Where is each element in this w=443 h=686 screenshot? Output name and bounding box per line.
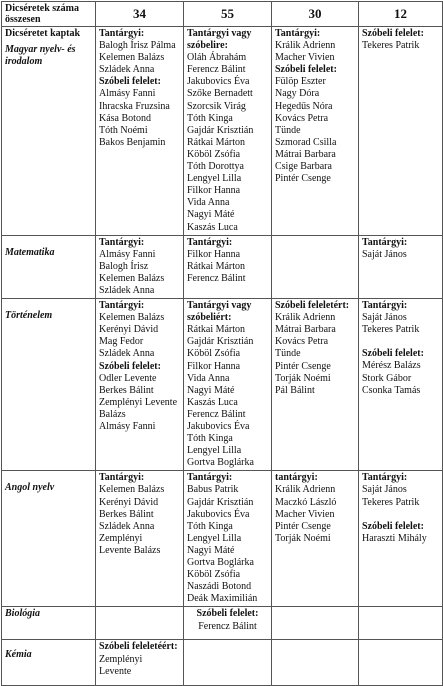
student-name: Szorcsik Virág	[187, 100, 246, 112]
subject-label: Magyar nyelv- és irodalom	[5, 44, 76, 67]
category-label: Tantárgyi:	[99, 28, 145, 39]
student-name: Králik Adrienn	[275, 312, 336, 324]
student-name: Balogh Írisz Pálma	[99, 40, 176, 52]
names-cell	[272, 607, 359, 640]
student-name: Ihracska Fruzsina	[99, 100, 170, 112]
student-name: Filkor Hanna	[187, 248, 241, 260]
student-name: Saját János	[362, 248, 407, 260]
names-cell	[359, 235, 443, 298]
student-name: Jakubovics Éva	[187, 508, 250, 520]
names-cell	[184, 27, 272, 236]
student-name: Ferencz Bálint	[187, 272, 246, 284]
count-label-cell	[2, 2, 96, 27]
subject-cell	[2, 299, 96, 471]
subject-label: Történelem	[5, 310, 53, 322]
names-cell	[96, 235, 184, 298]
table-row	[2, 471, 443, 607]
subject-cell	[2, 607, 96, 640]
student-name: Kerényi Dávid	[99, 324, 159, 336]
subject-label: Angol nyelv	[5, 482, 55, 494]
subject-label: Matematika	[5, 246, 55, 258]
student-name: Kovács Petra Tünde	[275, 112, 329, 136]
names-cell	[359, 607, 443, 640]
category-label: Tantárgyi vagy szóbelire:	[187, 28, 252, 52]
student-name: Nagyi Máté	[187, 384, 235, 396]
names-cell	[96, 607, 184, 640]
student-name: Maczkó László	[275, 496, 337, 508]
student-name: Nagyi Máté	[187, 209, 235, 221]
student-name: Levente	[99, 665, 132, 677]
table-row	[2, 607, 443, 640]
spacer	[362, 336, 439, 348]
category-label: Szóbeli felelet:	[362, 520, 424, 532]
praise-table	[1, 1, 443, 686]
student-name: Kaszás Luca	[187, 396, 238, 408]
student-name: Zemplényi	[99, 653, 143, 665]
subject-cell	[2, 471, 96, 607]
student-name: Pintér Csenge	[275, 173, 331, 185]
student-name: Rátkai Márton	[187, 260, 246, 272]
student-name: Kelemen Balázs	[99, 312, 165, 324]
student-name: Lengyel Lilla	[187, 173, 242, 185]
student-name: Kovács Petra Tünde	[275, 336, 329, 360]
student-name: Gajdár Krisztián	[187, 124, 254, 136]
count-30: 30	[272, 2, 359, 27]
student-name: Lengyel Lilla	[187, 445, 242, 457]
table-row	[2, 299, 443, 471]
student-name: Berkes Bálint	[99, 508, 154, 520]
table-row	[2, 27, 443, 236]
student-name: Mérész Balázs	[362, 360, 421, 372]
student-name: Gajdár Krisztián	[187, 336, 254, 348]
student-name: Ferencz Bálint	[187, 64, 246, 76]
student-name: Tekeres Patrik	[362, 496, 420, 508]
student-name: Szmorad Csilla	[275, 136, 337, 148]
student-name: Rátkai Márton	[187, 136, 246, 148]
names-cell	[96, 471, 184, 607]
names-cell	[272, 471, 359, 607]
category-label: Tantárgyi vagy szóbeliért:	[187, 300, 252, 324]
student-name: Oláh Ábrahám	[187, 52, 247, 64]
student-name: Tóth Kinga	[187, 520, 233, 532]
category-label: Tantárgyi:	[275, 28, 321, 39]
names-cell	[359, 471, 443, 607]
student-name: Balogh Írisz	[99, 260, 149, 272]
student-name: Gortva Boglárka	[187, 557, 254, 569]
student-name: Babus Patrik	[187, 484, 239, 496]
column-title: Dicséretet kaptak	[5, 28, 81, 39]
student-name: Saját János	[362, 312, 407, 324]
student-name: Köböl Zsófia	[187, 569, 241, 581]
subject-label: Kémia	[5, 649, 32, 661]
student-name: Kelemen Balázs	[99, 484, 165, 496]
names-cell	[359, 27, 443, 236]
student-name: Szládek Anna	[99, 348, 155, 360]
category-label: Tantárgyi:	[362, 236, 408, 248]
student-name: Macher Vivien	[275, 508, 335, 520]
student-name: Rátkai Márton	[187, 324, 246, 336]
category-label: Szóbeli feleletért:	[275, 300, 350, 312]
category-label: Tantárgyi:	[187, 236, 233, 248]
category-label: Tantárgyi:	[362, 472, 408, 484]
category-label: tantárgyi:	[275, 472, 318, 484]
student-name: Gortva Boglárka	[187, 457, 254, 469]
student-name: Deák Maximilián	[187, 593, 258, 605]
names-cell	[184, 235, 272, 298]
table-row	[2, 640, 443, 686]
student-name: Mátrai Barbara	[275, 148, 336, 160]
student-name: Zemplényi	[99, 532, 143, 544]
student-name: Naszádi Botond	[187, 581, 252, 593]
student-name: Zemplényi Levente Balázs	[99, 396, 178, 420]
student-name: Tóth Dorottya	[187, 161, 244, 173]
student-name: Almásy Fanni	[99, 248, 156, 260]
category-label: Tantárgyi:	[187, 472, 233, 484]
student-name: Tóth Noémi	[99, 124, 148, 136]
student-name: Kerényi Dávid	[99, 496, 159, 508]
student-name: Ferencz Bálint	[198, 620, 257, 632]
student-name: Kelemen Balázs	[99, 272, 165, 284]
student-name: Szládek Anna	[99, 284, 155, 296]
student-name: Pintér Csenge	[275, 520, 331, 532]
names-cell	[272, 640, 359, 686]
student-name: Nagyi Máté	[187, 544, 235, 556]
student-name: Stork Gábor	[362, 372, 412, 384]
student-name: Mátrai Barbara	[275, 324, 336, 336]
names-cell	[272, 27, 359, 236]
subject-cell	[2, 235, 96, 298]
names-cell	[96, 640, 184, 686]
count-12: 12	[359, 2, 443, 27]
student-name: Lengyel Lilla	[187, 532, 242, 544]
header-row-counts	[2, 2, 443, 24]
student-name: Almásy Fanni	[99, 421, 156, 432]
names-cell	[359, 640, 443, 686]
student-name: Pál Bálint	[275, 384, 315, 396]
student-name: Macher Vivien	[275, 52, 335, 64]
category-label: Tantárgyi:	[99, 236, 145, 248]
spacer	[362, 509, 439, 521]
student-name: Králik Adrienn	[275, 484, 336, 496]
student-name: Kelemen Balázs	[99, 52, 165, 64]
student-name: Tekeres Patrik	[362, 40, 420, 52]
names-cell	[96, 27, 184, 236]
student-name: Odler Levente	[99, 372, 157, 384]
student-name: Vida Anna	[187, 372, 230, 384]
category-label: Szóbeli feleletéért:	[99, 641, 178, 653]
category-label: Szóbeli felelet:	[99, 360, 161, 372]
student-name: Fülöp Eszter	[275, 76, 326, 88]
names-cell	[272, 235, 359, 298]
count-label: Dicséretek száma összesen	[5, 3, 79, 25]
category-label: Szóbeli felelet:	[362, 348, 424, 360]
student-name: Berkes Bálint	[99, 384, 154, 396]
names-cell	[184, 640, 272, 686]
student-name: Levente Balázs	[99, 544, 161, 556]
names-cell	[359, 299, 443, 471]
student-name: Jakubovics Éva	[187, 421, 250, 432]
table-row	[2, 235, 443, 298]
student-name: Almásy Fanni	[99, 88, 156, 100]
student-name: Csige Barbara	[275, 161, 332, 173]
student-name: Vida Anna	[187, 197, 230, 209]
student-name: Kaszás Luca	[187, 221, 238, 233]
category-label: Szóbeli felelet:	[275, 64, 337, 76]
subject-label: Biológia	[5, 608, 41, 620]
student-name: Hegedűs Nóra	[275, 100, 333, 112]
student-name: Nagy Dóra	[275, 88, 320, 100]
student-name: Králik Adrienn	[275, 40, 336, 52]
names-cell	[96, 299, 184, 471]
student-name: Kása Botond	[99, 112, 151, 124]
student-name: Szőke Bernadett	[187, 88, 253, 100]
student-name: Szládek Anna	[99, 520, 155, 532]
names-cell	[184, 471, 272, 607]
category-label: Tantárgyi:	[362, 300, 408, 312]
student-name: Saját János	[362, 484, 407, 496]
names-cell	[272, 299, 359, 471]
student-name: Filkor Hanna	[187, 185, 241, 197]
student-name: Tóth Kinga	[187, 433, 233, 445]
student-name: Csonka Tamás	[362, 384, 421, 396]
student-name: Tekeres Patrik	[362, 324, 420, 336]
count-55: 55	[184, 2, 272, 27]
subject-cell	[2, 640, 96, 686]
category-label: Tantárgyi:	[99, 472, 145, 484]
student-name: Szládek Anna	[99, 64, 155, 76]
category-label: Tantárgyi:	[99, 300, 145, 312]
category-label: Szóbeli felelet:	[99, 76, 161, 88]
student-name: Jakubovics Éva	[187, 76, 250, 88]
student-name: Mag Fedor	[99, 336, 144, 348]
student-name: Torják Noémi	[275, 372, 331, 384]
student-name: Ferencz Bálint	[187, 408, 246, 420]
category-label: Szóbeli felelet:	[362, 28, 424, 39]
subject-cell	[2, 27, 96, 236]
student-name: Pintér Csenge	[275, 360, 331, 372]
count-34: 34	[96, 2, 184, 27]
student-name: Torják Noémi	[275, 532, 331, 544]
student-name: Tóth Kinga	[187, 112, 233, 124]
names-cell	[184, 607, 272, 640]
student-name: Gajdár Krisztián	[187, 496, 254, 508]
student-name: Filkor Hanna	[187, 360, 241, 372]
student-name: Haraszti Mihály	[362, 532, 427, 544]
student-name: Bakos Benjamin	[99, 136, 166, 148]
student-name: Köböl Zsófia	[187, 148, 241, 160]
student-name: Köböl Zsófia	[187, 348, 241, 360]
names-cell	[184, 299, 272, 471]
category-label: Szóbeli felelet:	[196, 608, 259, 620]
